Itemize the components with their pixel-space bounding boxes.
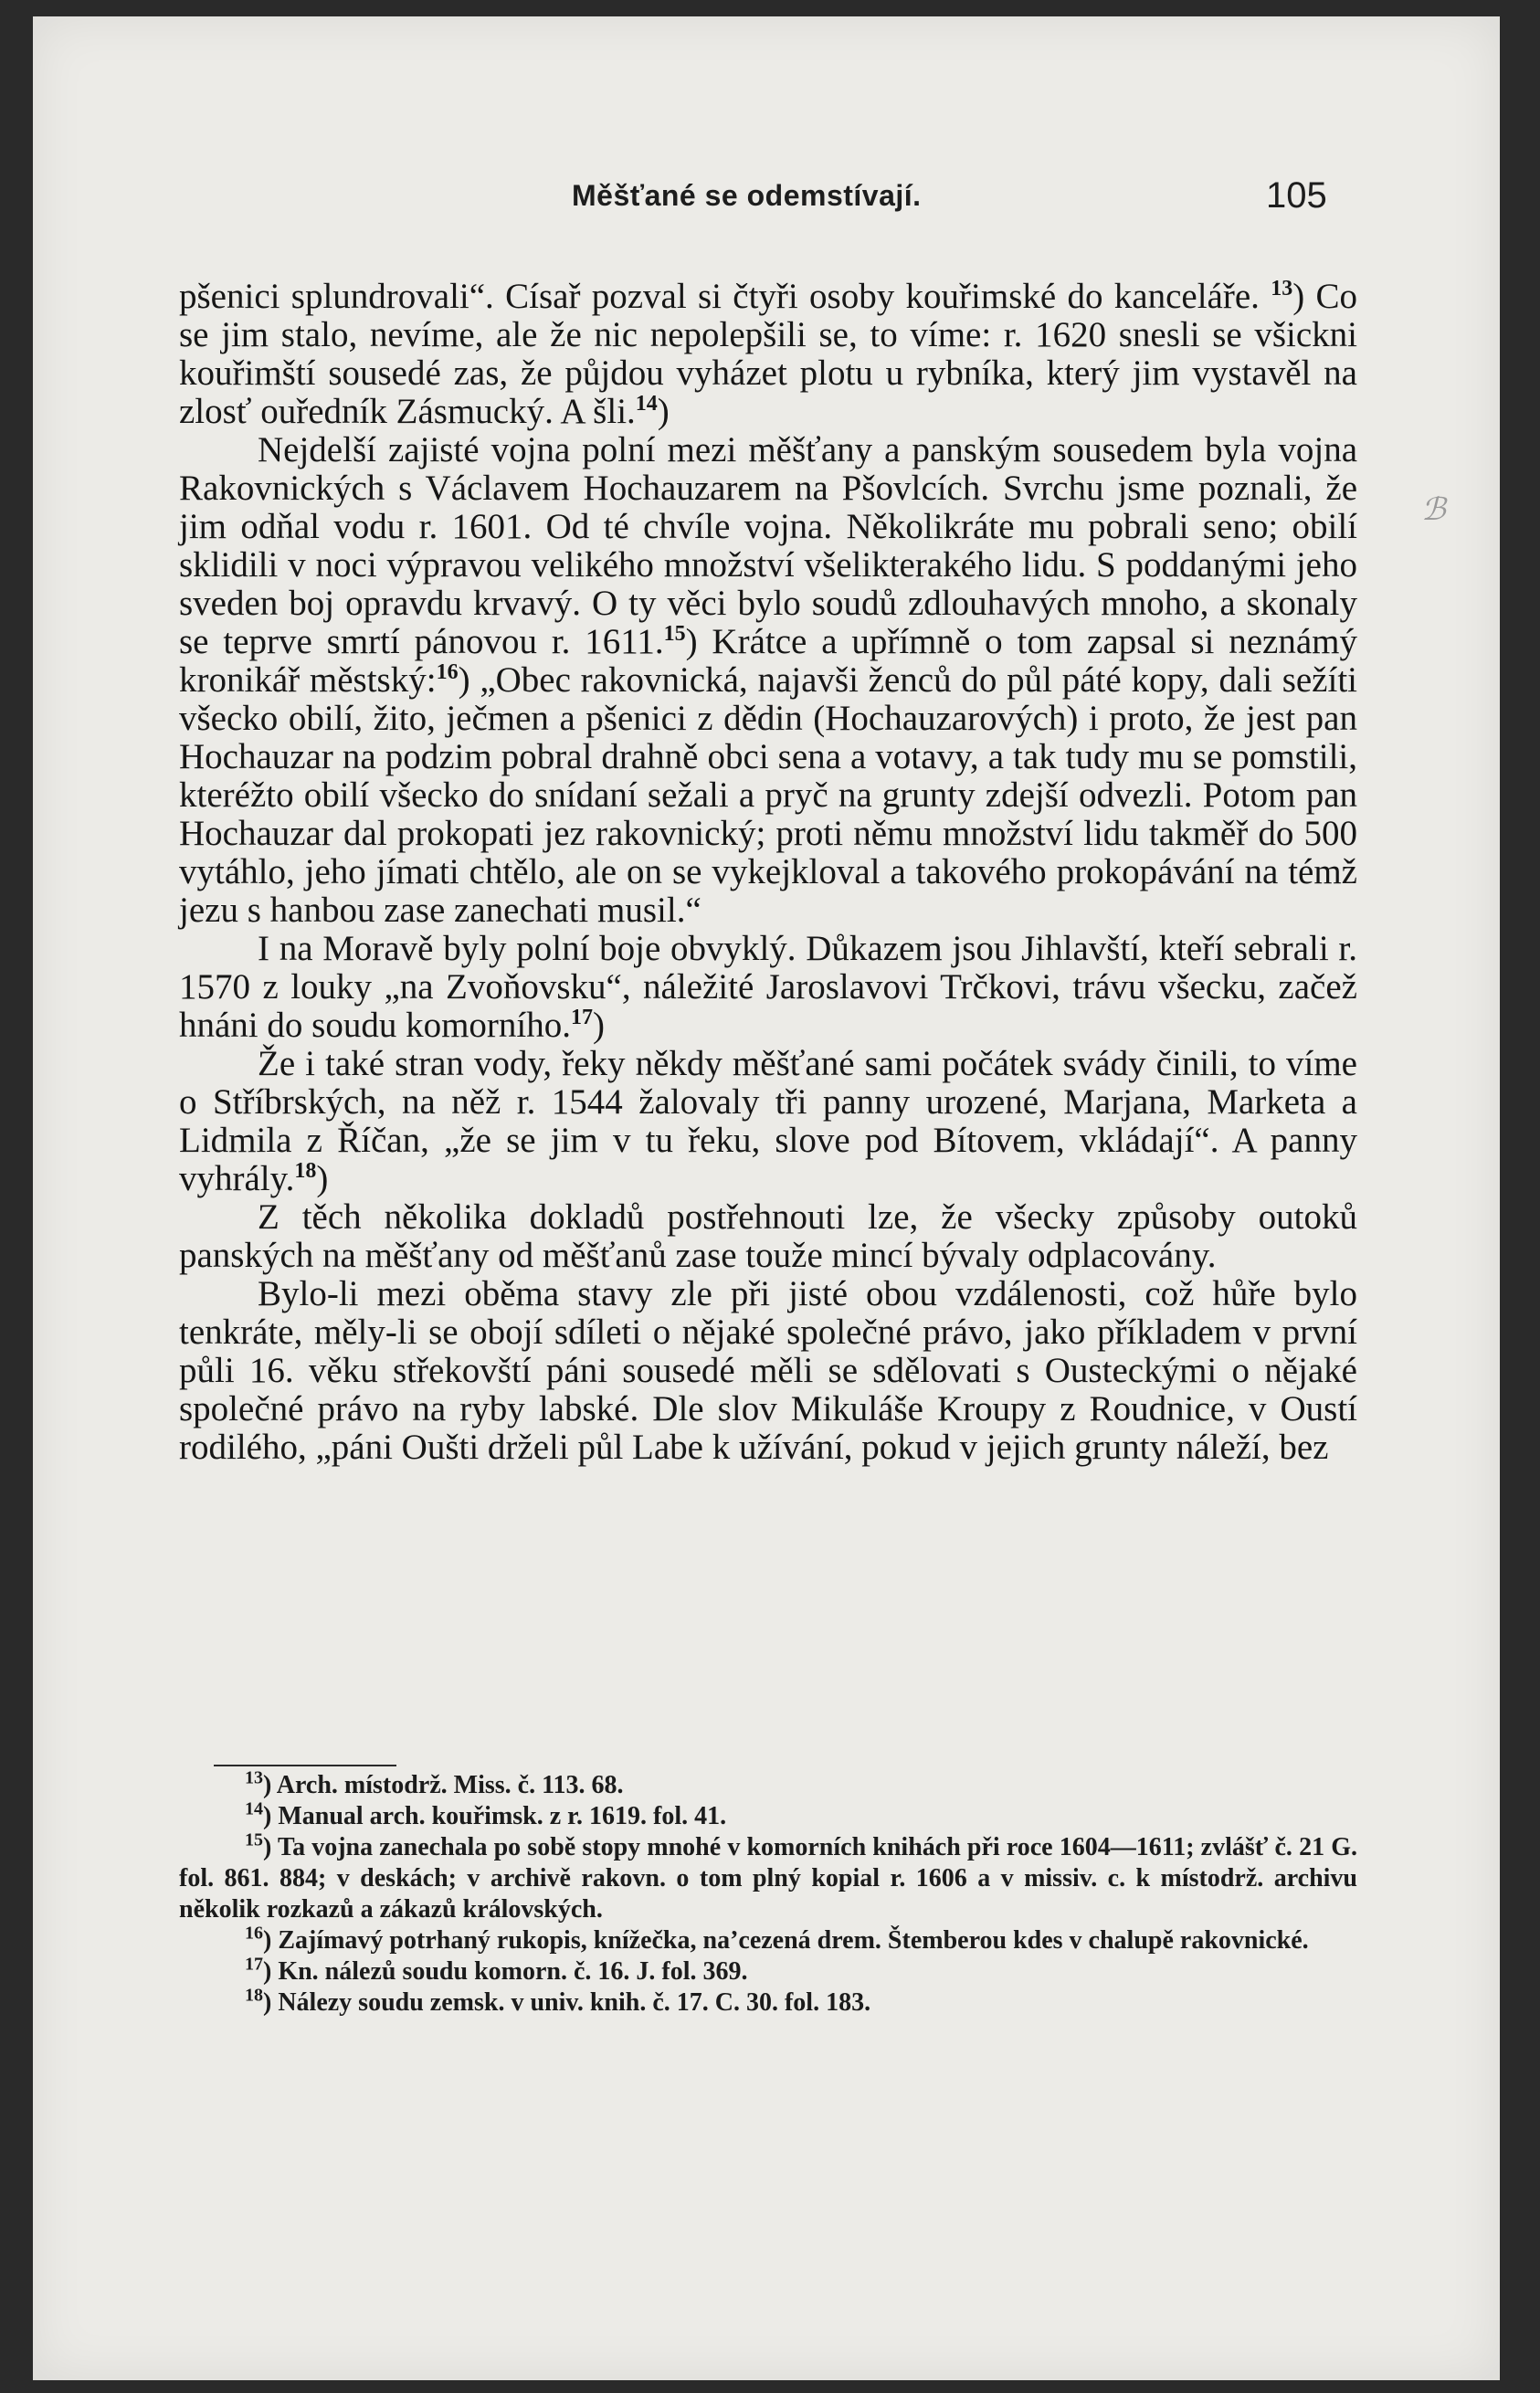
running-head-title: Měšťané se odemstívají. bbox=[572, 179, 922, 212]
footnote-number: 13 bbox=[245, 1767, 263, 1788]
footnote-ref-18: 18 bbox=[294, 1159, 317, 1183]
paragraph-4 bbox=[179, 1045, 1357, 1198]
footnote-text: ) Zajímavý potrhaný rukopis, knížečka, na’cezená drem. Štemberou kdes v chalupě rakovnické. bbox=[263, 1926, 1309, 1955]
paragraph-2 bbox=[179, 431, 1357, 930]
footnote-number: 15 bbox=[245, 1829, 263, 1850]
page-number: 105 bbox=[1266, 175, 1327, 216]
paragraph-4-text-a: Že i také stran vody, řeky někdy měšťané sami počátek svády činili, to víme o Stříbrských, na něž r. 1544 žalovaly tři panny urozené, Marjana, Marketa a Lidmila z Říčan, „že se jim v tu řeku, slove pod Bítovem, vkládají“. A panny vyhrály. bbox=[179, 1044, 1357, 1198]
paragraph-1 bbox=[179, 278, 1357, 431]
footnote-ref-14: 14 bbox=[635, 392, 658, 416]
footnote-number: 18 bbox=[245, 1985, 263, 2006]
footnotes bbox=[179, 1767, 1357, 2019]
footnote-13 bbox=[179, 1767, 1357, 1801]
footnote-ref-15: 15 bbox=[663, 622, 686, 646]
footnote-17 bbox=[179, 1956, 1357, 1987]
footnote-number: 17 bbox=[245, 1954, 263, 1975]
footnote-ref-13: 13 bbox=[1271, 277, 1293, 300]
margin-pencil-mark: ℬ bbox=[1421, 493, 1446, 527]
paragraph-6: Bylo-li mezi oběma stavy zle při jisté obou vzdálenosti, což hůře bylo tenkráte, měly-li se obojí sdíleti o nějaké společné právo, jako příkladem v první půli 16. věku střekovští páni sousedé měli se sdělovati s Ousteckými o nějaké společné právo na ryby labské. Dle slov Mikuláše Kroupy z Roudnice, v Oustí rodilého, „páni Oušti drželi půl Labe k užívání, pokud v jejich grunty náleží, bez bbox=[179, 1274, 1357, 1467]
paragraph-3-text-a: I na Moravě byly polní boje obvyklý. Důkazem jsou Jihlavští, kteří sebrali r. 1570 z louky „na Zvoňovsku“, náležité Jaroslavovi Trčkovi, trávu všecku, začež hnáni do soudu komorního. bbox=[179, 929, 1357, 1045]
footnote-number: 14 bbox=[245, 1798, 263, 1819]
footnote-text: ) Manual arch. kouřimsk. z r. 1619. fol. 41. bbox=[263, 1802, 727, 1830]
footnote-14 bbox=[179, 1798, 1357, 1832]
paragraph-2-text-b: ) Krátce a upřímně o tom zapsal si neznámý kronikář městský: bbox=[179, 622, 1357, 700]
paragraph-4-text-b: ) bbox=[316, 1159, 329, 1198]
footnote-15 bbox=[179, 1829, 1357, 1925]
body-text bbox=[179, 278, 1357, 1467]
paragraph-3-text-b: ) bbox=[592, 1006, 605, 1045]
paragraph-2-text-a: Nejdelší zajisté vojna polní mezi měšťany a panským sousedem byla vojna Rakovnických s Václavem Hochauzarem na Pšovlcích. Svrchu jsme poznali, že jim odňal vodu r. 1601. Od té chvíle vojna. Několikráte mu pobrali seno; obilí sklidili v noci výpravou velikého množství všelikterakého lidu. S poddanými jeho sveden boj opravdu krvavý. O ty věci bylo soudů zdlouhavých mnoho, a skonaly se teprve smrtí pánovou r. 1611. bbox=[179, 430, 1357, 661]
footnote-text: ) Kn. nálezů soudu komorn. č. 16. J. fol. 369. bbox=[263, 1957, 748, 1986]
footnote-text: ) Nálezy soudu zemsk. v univ. knih. č. 17. C. 30. fol. 183. bbox=[263, 1988, 871, 2017]
footnote-ref-17: 17 bbox=[570, 1006, 593, 1029]
footnote-number: 16 bbox=[245, 1923, 263, 1944]
paragraph-1-text-b: ) Co se jim stalo, nevíme, ale že nic nepolepšili se, to víme: r. 1620 snesli se všickni kouřimští sousedé zas, že půjdou vyházet plotu u rybníka, který jim vystavěl na zlosť ouředník Zásmucký. A šli. bbox=[179, 277, 1358, 431]
footnote-text: ) Arch. místodrž. Miss. č. 113. 68. bbox=[263, 1771, 624, 1799]
paragraph-1-text-c: ) bbox=[657, 392, 670, 431]
book-page bbox=[33, 16, 1500, 2380]
footnote-ref-16: 16 bbox=[436, 660, 459, 684]
footnote-16 bbox=[179, 1925, 1357, 1956]
footnote-text: ) Ta vojna zanechala po sobě stopy mnohé v komorních knihách při roce 1604—1611; zvlášť č. 21 G. fol. 861. 884; v deskách; v archivě rakovn. o tom plný kopial r. 1606 a v missiv. c. k místodrž. archivu několik rozkazů a zákazů královských. bbox=[179, 1833, 1357, 1924]
footnote-divider bbox=[214, 1765, 396, 1766]
running-head bbox=[33, 175, 1500, 234]
paragraph-5: Z těch několika dokladů postřehnouti lze, že všecky způsoby outoků panských na měšťany od měšťanů zase touže mincí bývaly odplacovány. bbox=[179, 1197, 1357, 1275]
paragraph-2-text-c: ) „Obec rakovnická, najavši ženců do půl páté kopy, dali sežíti všecko obilí, žito, ječmen a pšenici z dědin (Hochauzarových) i proto, že jest pan Hochauzar na podzim pobral drahně obci sena a votavy, a tak tudy mu se pomstili, kteréžto obilí všecko do snídaní sežali a pryč na grunty zdejší odvezli. Potom pan Hochauzar dal prokopati jez rakovnický; proti němu množství lidu takměř do 500 vytáhlo, jeho jímati chtělo, ale on se vykejkloval a takového prokopávání na témž jezu s hanbou zase zanechati musil.“ bbox=[179, 660, 1357, 930]
paragraph-3 bbox=[179, 930, 1357, 1045]
paragraph-1-text-a: pšenici splundrovali“. Císař pozval si čtyři osoby kouřimské do kanceláře. bbox=[179, 277, 1271, 316]
footnote-18 bbox=[179, 1987, 1357, 2019]
